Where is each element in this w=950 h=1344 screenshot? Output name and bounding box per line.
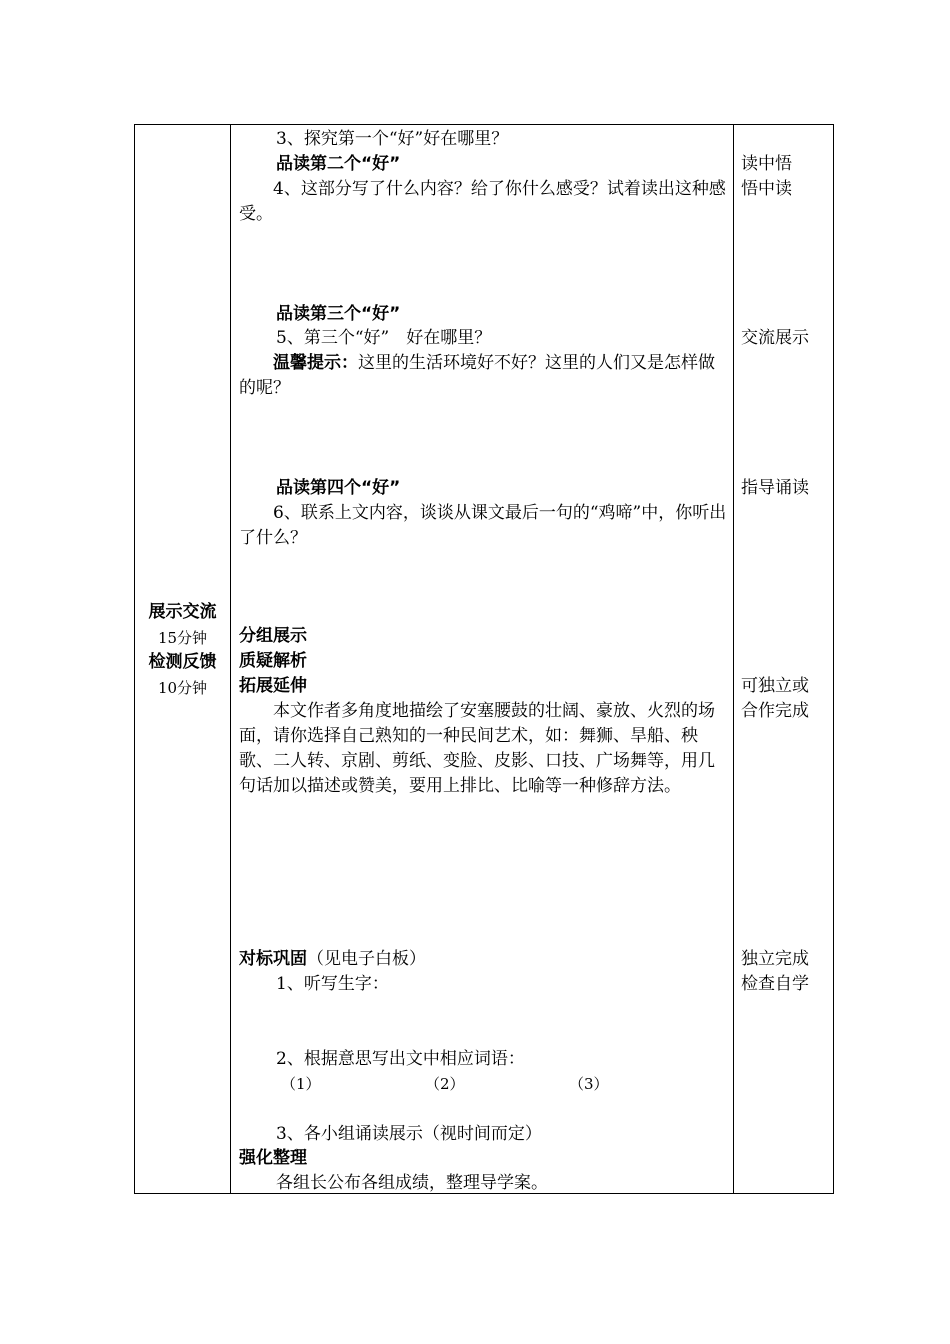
question-6: 6、联系上文内容，谈谈从课文最后一句的“鸡啼”中，你听出了什么？ xyxy=(239,503,727,548)
extend-paragraph: 本文作者多角度地描绘了安塞腰鼓的壮阔、豪放、火烈的场面，请你选择自己熟知的一种民间艺术，如：舞狮、旱船、秧歌、二人转、京剧、剪纸、变脸、皮影、口技、广场舞等，用几句话加以描述或赞美，要用上排比、比喻等一种修辞方法。 xyxy=(239,701,715,796)
stage-label-feedback: 检测反馈 xyxy=(148,652,217,672)
blank-3: （3） xyxy=(569,1075,609,1093)
column-divider-right xyxy=(733,125,734,1193)
consolidate-label: 对标巩固 xyxy=(239,949,307,969)
consolidate-note: （见电子白板） xyxy=(307,949,426,969)
method-read-2: 悟中读 xyxy=(741,179,792,199)
heading-third-good: 品读第三个“好” xyxy=(276,304,401,324)
consolidate-line xyxy=(239,947,426,972)
question-5: 5、第三个“好” 好在哪里？ xyxy=(276,328,492,348)
heading-second-good: 品读第二个“好” xyxy=(276,154,401,174)
method-independent-1: 独立完成 xyxy=(741,949,809,969)
method-cooperate-1: 可独立或 xyxy=(741,676,809,696)
blank-1: （1） xyxy=(281,1075,321,1093)
consolidate-item-2: 2、根据意思写出文中相应词语： xyxy=(276,1049,525,1069)
lesson-plan-table xyxy=(134,124,834,1194)
section-group-show: 分组展示 xyxy=(239,626,307,646)
section-strengthen: 强化整理 xyxy=(239,1148,307,1168)
stage-time-feedback: 10分钟 xyxy=(157,679,208,697)
question-4: 4、这部分写了什么内容？给了你什么感受？试着读出这种感受。 xyxy=(239,179,726,224)
question-3: 3、探究第一个“好”好在哪里？ xyxy=(276,129,509,149)
warm-tip-label: 温馨提示： xyxy=(273,353,358,373)
method-recite: 指导诵读 xyxy=(741,478,809,498)
warm-tip-text: 这里的生活环境好不好？这里的人们又是怎样做的呢？ xyxy=(239,353,715,398)
method-cooperate-2: 合作完成 xyxy=(741,701,809,721)
stage-time-display: 15分钟 xyxy=(157,629,208,647)
section-qa: 质疑解析 xyxy=(239,651,307,671)
method-exchange: 交流展示 xyxy=(741,328,809,348)
column-divider-left xyxy=(230,125,231,1193)
method-read-1: 读中悟 xyxy=(741,154,792,174)
method-independent-2: 检查自学 xyxy=(741,974,809,994)
stage-label-display: 展示交流 xyxy=(148,602,217,622)
consolidate-item-1: 1、听写生字： xyxy=(276,974,389,994)
consolidate-item-3: 3、各小组诵读展示（视时间而定） xyxy=(276,1124,542,1144)
warm-tip xyxy=(239,351,727,401)
blank-2: （2） xyxy=(425,1075,465,1093)
heading-fourth-good: 品读第四个“好” xyxy=(276,478,401,498)
strengthen-text: 各组长公布各组成绩，整理导学案。 xyxy=(276,1173,548,1193)
section-extend: 拓展延伸 xyxy=(239,676,307,696)
